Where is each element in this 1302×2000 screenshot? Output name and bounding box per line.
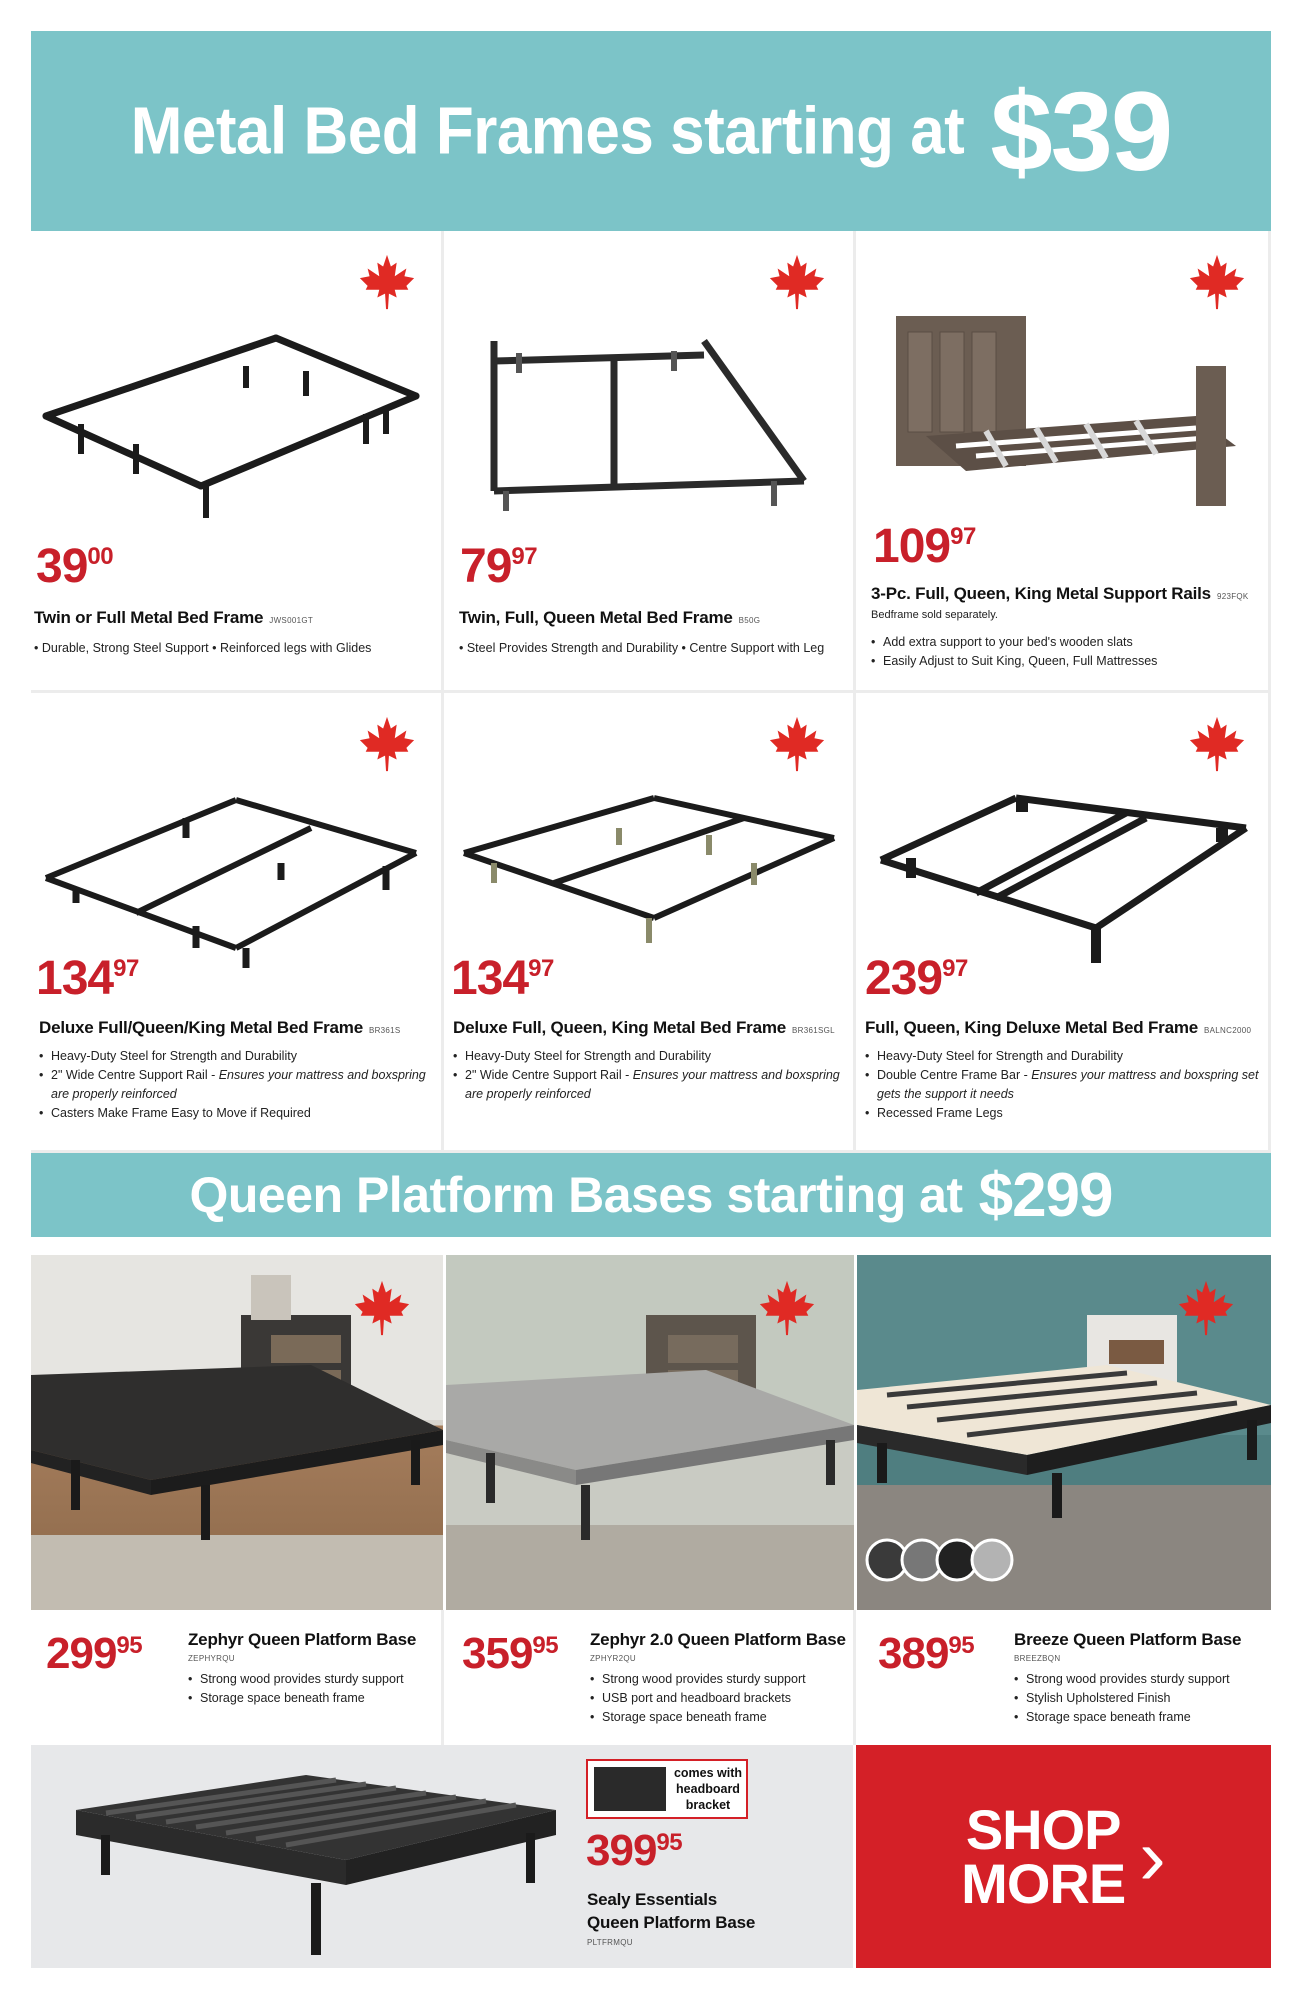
product-sku: ZEPHYRQU bbox=[188, 1654, 235, 1663]
product-features bbox=[188, 1670, 404, 1708]
price-dollars: 39 bbox=[36, 540, 88, 593]
product-card-deluxe-frame-balnc[interactable] bbox=[856, 693, 1271, 1153]
price bbox=[865, 952, 968, 1005]
product-sku: JWS001GT bbox=[269, 616, 314, 625]
product-card-deluxe-fqk-frame[interactable] bbox=[31, 693, 444, 1153]
feature-item: • Easily Adjust to Suit King, Queen, Full Mattresses bbox=[871, 652, 1157, 671]
feature-item: • Strong wood provides sturdy support bbox=[1014, 1670, 1230, 1689]
product-title-line2: Queen Platform Base bbox=[587, 1913, 756, 1932]
price-dollars: 79 bbox=[460, 540, 512, 593]
platform-card-breeze[interactable] bbox=[856, 1610, 1271, 1745]
feature-item bbox=[39, 1066, 429, 1104]
product-title bbox=[453, 1018, 835, 1038]
product-card-support-rails[interactable] bbox=[856, 231, 1271, 693]
price-cents: 95 bbox=[948, 1632, 975, 1659]
feature-item bbox=[865, 1066, 1260, 1104]
shop-more-label bbox=[961, 1797, 1126, 1915]
bed-frame-image bbox=[474, 331, 834, 521]
product-sku: 923FQK bbox=[1216, 592, 1249, 601]
maple-leaf-icon bbox=[766, 713, 828, 775]
product-features bbox=[1014, 1670, 1230, 1727]
feature-item: • Storage space beneath frame bbox=[590, 1708, 806, 1727]
product-card-twin-full-queen-frame[interactable] bbox=[444, 231, 856, 693]
platform-photo-breeze bbox=[857, 1255, 1271, 1610]
banner-price: $299 bbox=[978, 1160, 1113, 1230]
price-dollars: 299 bbox=[46, 1629, 117, 1678]
product-sku: BR361SGL bbox=[792, 1026, 835, 1035]
product-features bbox=[871, 633, 1157, 671]
feature-item: • Strong wood provides sturdy support bbox=[590, 1670, 806, 1689]
price-cents: 95 bbox=[656, 1829, 683, 1856]
product-title-text: Twin, Full, Queen Metal Bed Frame bbox=[459, 608, 733, 627]
sealy-platform-card[interactable] bbox=[31, 1745, 853, 1968]
feature-note: Ensures your mattress and boxspring are properly reinforced bbox=[465, 1068, 840, 1101]
product-features bbox=[39, 1047, 429, 1123]
product-title: Breeze Queen Platform Base bbox=[1014, 1630, 1242, 1649]
feature-item: • Stylish Upholstered Finish bbox=[1014, 1689, 1230, 1708]
product-sku: B50G bbox=[738, 616, 761, 625]
product-title bbox=[871, 584, 1249, 604]
price bbox=[462, 1629, 559, 1678]
maple-leaf-icon bbox=[356, 251, 418, 313]
banner-text: Queen Platform Bases starting at bbox=[189, 1167, 963, 1223]
price-dollars: 134 bbox=[451, 952, 529, 1005]
product-sku: ZPHYR2QU bbox=[590, 1654, 636, 1663]
feature-item: • Casters Make Frame Easy to Move if Required bbox=[39, 1104, 429, 1123]
product-title: Zephyr Queen Platform Base bbox=[188, 1630, 417, 1649]
price-cents: 97 bbox=[950, 523, 976, 550]
price-dollars: 389 bbox=[878, 1629, 949, 1678]
price-cents: 97 bbox=[511, 543, 538, 570]
headboard-bracket-callout bbox=[586, 1759, 748, 1819]
price-cents: 97 bbox=[528, 955, 554, 982]
price-dollars: 399 bbox=[586, 1826, 657, 1875]
price-dollars: 134 bbox=[36, 952, 114, 1005]
bracket-image bbox=[594, 1767, 666, 1811]
product-features bbox=[590, 1670, 806, 1727]
callout-text: comes with headboard bracket bbox=[673, 1766, 743, 1812]
price-dollars: 359 bbox=[462, 1629, 533, 1678]
product-features: • Durable, Strong Steel Support • Reinforced legs with Glides bbox=[34, 641, 372, 655]
feature-item: • Storage space beneath frame bbox=[188, 1689, 404, 1708]
feature-item bbox=[453, 1066, 843, 1104]
maple-leaf-icon bbox=[351, 1277, 413, 1339]
bed-frame-image bbox=[36, 326, 436, 526]
banner-metal-bed-frames bbox=[31, 31, 1271, 231]
price-cents: 95 bbox=[116, 1632, 143, 1659]
shop-more-button[interactable] bbox=[856, 1745, 1271, 1968]
banner-queen-platform-bases bbox=[31, 1153, 1271, 1237]
banner-text: Metal Bed Frames starting at bbox=[130, 93, 965, 169]
feature-note: Ensures your mattress and boxspring set gets the support it needs bbox=[877, 1068, 1259, 1101]
price-dollars: 239 bbox=[865, 952, 943, 1005]
product-title bbox=[34, 608, 313, 628]
feature-text: Double Centre Frame Bar - bbox=[877, 1068, 1032, 1082]
product-sku: BREEZBQN bbox=[1014, 1654, 1061, 1663]
feature-item: • Recessed Frame Legs bbox=[865, 1104, 1260, 1123]
price-cents: 97 bbox=[942, 955, 968, 982]
feature-item: • Heavy-Duty Steel for Strength and Durability bbox=[865, 1047, 1260, 1066]
chevron-right-icon: › bbox=[1139, 1811, 1166, 1901]
product-features bbox=[453, 1047, 843, 1104]
platform-card-zephyr-2[interactable] bbox=[444, 1610, 856, 1745]
maple-leaf-icon bbox=[766, 251, 828, 313]
product-title bbox=[39, 1018, 401, 1038]
product-title-text: Deluxe Full, Queen, King Metal Bed Frame bbox=[453, 1018, 787, 1037]
product-sku: BALNC2000 bbox=[1204, 1026, 1252, 1035]
price bbox=[451, 952, 554, 1005]
maple-leaf-icon bbox=[1186, 251, 1248, 313]
product-subtitle: Bedframe sold separately. bbox=[871, 609, 998, 621]
feature-item: • Add extra support to your bed's wooden slats bbox=[871, 633, 1157, 652]
price bbox=[586, 1826, 683, 1875]
feature-text: 2" Wide Centre Support Rail - bbox=[465, 1068, 633, 1082]
product-sku: BR361S bbox=[368, 1026, 401, 1035]
maple-leaf-icon bbox=[1186, 713, 1248, 775]
maple-leaf-icon bbox=[356, 713, 418, 775]
product-features bbox=[865, 1047, 1260, 1123]
price bbox=[46, 1629, 143, 1678]
platform-base-image bbox=[46, 1755, 586, 1965]
product-title: Zephyr 2.0 Queen Platform Base bbox=[590, 1630, 846, 1649]
shop-more-line1: SHOP bbox=[965, 1797, 1121, 1861]
platform-photo-zephyr-2 bbox=[446, 1255, 854, 1610]
product-title-text: Full, Queen, King Deluxe Metal Bed Frame bbox=[865, 1018, 1199, 1037]
product-title bbox=[865, 1018, 1251, 1038]
product-title bbox=[459, 608, 760, 628]
price-cents: 95 bbox=[532, 1632, 559, 1659]
price-dollars: 109 bbox=[873, 520, 951, 573]
maple-leaf-icon bbox=[1175, 1277, 1237, 1339]
feature-item: • USB port and headboard brackets bbox=[590, 1689, 806, 1708]
bed-frame-image bbox=[896, 306, 1246, 526]
price bbox=[873, 520, 976, 573]
product-card-deluxe-fqk-frame-gl[interactable] bbox=[444, 693, 856, 1153]
product-title-text: Deluxe Full/Queen/King Metal Bed Frame bbox=[39, 1018, 363, 1037]
shop-more-line2: MORE bbox=[961, 1851, 1126, 1915]
product-features: • Steel Provides Strength and Durability • Centre Support with Leg bbox=[459, 641, 825, 655]
feature-item: • Strong wood provides sturdy support bbox=[188, 1670, 404, 1689]
price bbox=[36, 952, 139, 1005]
platform-photo-zephyr bbox=[31, 1255, 443, 1610]
feature-item: • Heavy-Duty Steel for Strength and Durability bbox=[39, 1047, 429, 1066]
price-cents: 00 bbox=[87, 543, 114, 570]
product-title-line1: Sealy Essentials bbox=[587, 1890, 718, 1909]
product-title-text: 3-Pc. Full, Queen, King Metal Support Rails bbox=[871, 584, 1211, 603]
price bbox=[36, 540, 114, 593]
platform-card-zephyr[interactable] bbox=[31, 1610, 444, 1745]
price bbox=[878, 1629, 975, 1678]
price bbox=[460, 540, 538, 593]
product-sku: PLTFRMQU bbox=[587, 1938, 633, 1947]
feature-item: • Storage space beneath frame bbox=[1014, 1708, 1230, 1727]
product-title-text: Twin or Full Metal Bed Frame bbox=[34, 608, 264, 627]
banner-price: $39 bbox=[990, 68, 1172, 194]
product-card-twin-full-frame[interactable] bbox=[31, 231, 444, 693]
maple-leaf-icon bbox=[756, 1277, 818, 1339]
feature-note: Ensures your mattress and boxspring are properly reinforced bbox=[51, 1068, 426, 1101]
price-cents: 97 bbox=[113, 955, 139, 982]
feature-item: • Heavy-Duty Steel for Strength and Durability bbox=[453, 1047, 843, 1066]
feature-text: 2" Wide Centre Support Rail - bbox=[51, 1068, 219, 1082]
